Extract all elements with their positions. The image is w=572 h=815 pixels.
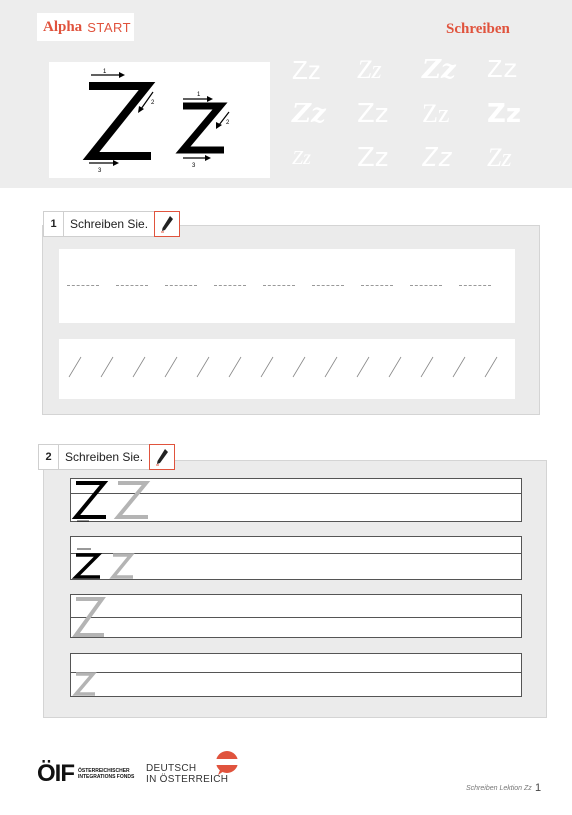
exercise-1-header	[43, 211, 180, 237]
exercise-number: 2	[39, 445, 59, 469]
dash-line	[361, 285, 393, 286]
font-variant: Zz	[292, 55, 321, 85]
midline	[71, 617, 521, 618]
uppercase-z-strokes	[89, 72, 153, 166]
page-number: 1	[535, 782, 542, 794]
dash-line	[214, 285, 246, 286]
oif-logo: ÖIF	[37, 760, 74, 787]
font-variant: Zz	[357, 99, 389, 129]
lower-step-2: 2	[226, 120, 230, 126]
pencil-icon	[149, 444, 175, 470]
exercise-number: 1	[44, 212, 64, 236]
dash-line	[459, 285, 491, 286]
font-variants-row	[292, 48, 542, 92]
lower-step-3: 3	[192, 163, 196, 169]
letter-model	[71, 537, 171, 581]
font-variant: Zz	[487, 143, 512, 172]
pencil-icon	[154, 211, 180, 237]
brand-logo	[37, 13, 134, 41]
writing-lines-row[interactable]	[70, 653, 522, 697]
dash-row	[67, 285, 491, 286]
upper-step-1: 1	[103, 69, 107, 75]
page-label: Schreiben Lektion Zz	[466, 785, 532, 792]
lowercase-z-strokes	[183, 96, 229, 161]
writing-lines-row[interactable]	[70, 594, 522, 638]
footer	[37, 760, 240, 788]
font-variant: Zz	[422, 143, 454, 173]
dash-line	[165, 285, 197, 286]
upper-step-3: 3	[98, 168, 102, 174]
lower-step-1: 1	[197, 92, 201, 98]
oif-text: ÖSTERREICHISCHER INTEGRATIONS FONDS	[78, 768, 135, 780]
font-variants-row	[292, 136, 542, 180]
dash-line	[312, 285, 344, 286]
slash-guides	[59, 339, 515, 399]
stroke-order-diagram	[49, 62, 270, 178]
dash-writing-strip[interactable]	[59, 249, 515, 323]
slash-writing-strip[interactable]	[59, 339, 515, 399]
exercise-instruction: Schreiben Sie.	[65, 450, 144, 464]
font-variants-row	[292, 92, 542, 136]
letter-model	[71, 479, 171, 523]
speech-bubble-flag-icon	[214, 750, 240, 776]
font-variant: Zz	[292, 99, 326, 129]
font-variant: Zz	[422, 99, 450, 128]
dash-line	[67, 285, 99, 286]
exercise-2-panel	[43, 460, 547, 718]
exercise-2-header	[38, 444, 175, 470]
font-variant: Zz	[487, 55, 519, 85]
dash-line	[116, 285, 148, 286]
writing-lines-row[interactable]	[70, 536, 522, 580]
font-variants-decoration	[292, 48, 542, 178]
font-variant: Zz	[292, 147, 311, 169]
dash-line	[263, 285, 295, 286]
exercise-instruction: Schreiben Sie.	[70, 217, 149, 231]
letter-stroke-card	[49, 62, 270, 178]
letter-ghost	[71, 595, 131, 639]
dash-line	[410, 285, 442, 286]
brand-start: START	[87, 19, 132, 35]
font-variant: Zz	[357, 55, 382, 84]
section-title: Schreiben	[446, 21, 510, 37]
font-variant: Zz	[357, 143, 389, 173]
font-variant: Zz	[422, 55, 456, 85]
dio-line-1: DEUTSCH	[146, 763, 197, 774]
exercise-1-panel	[42, 225, 540, 415]
dio-line-2: IN ÖSTERREICH	[146, 774, 229, 785]
upper-step-2: 2	[151, 100, 155, 106]
letter-ghost	[71, 654, 131, 698]
brand-alpha: Alpha	[43, 18, 83, 35]
writing-lines-row[interactable]	[70, 478, 522, 522]
midline	[71, 672, 521, 673]
font-variant: Zz	[487, 99, 521, 129]
